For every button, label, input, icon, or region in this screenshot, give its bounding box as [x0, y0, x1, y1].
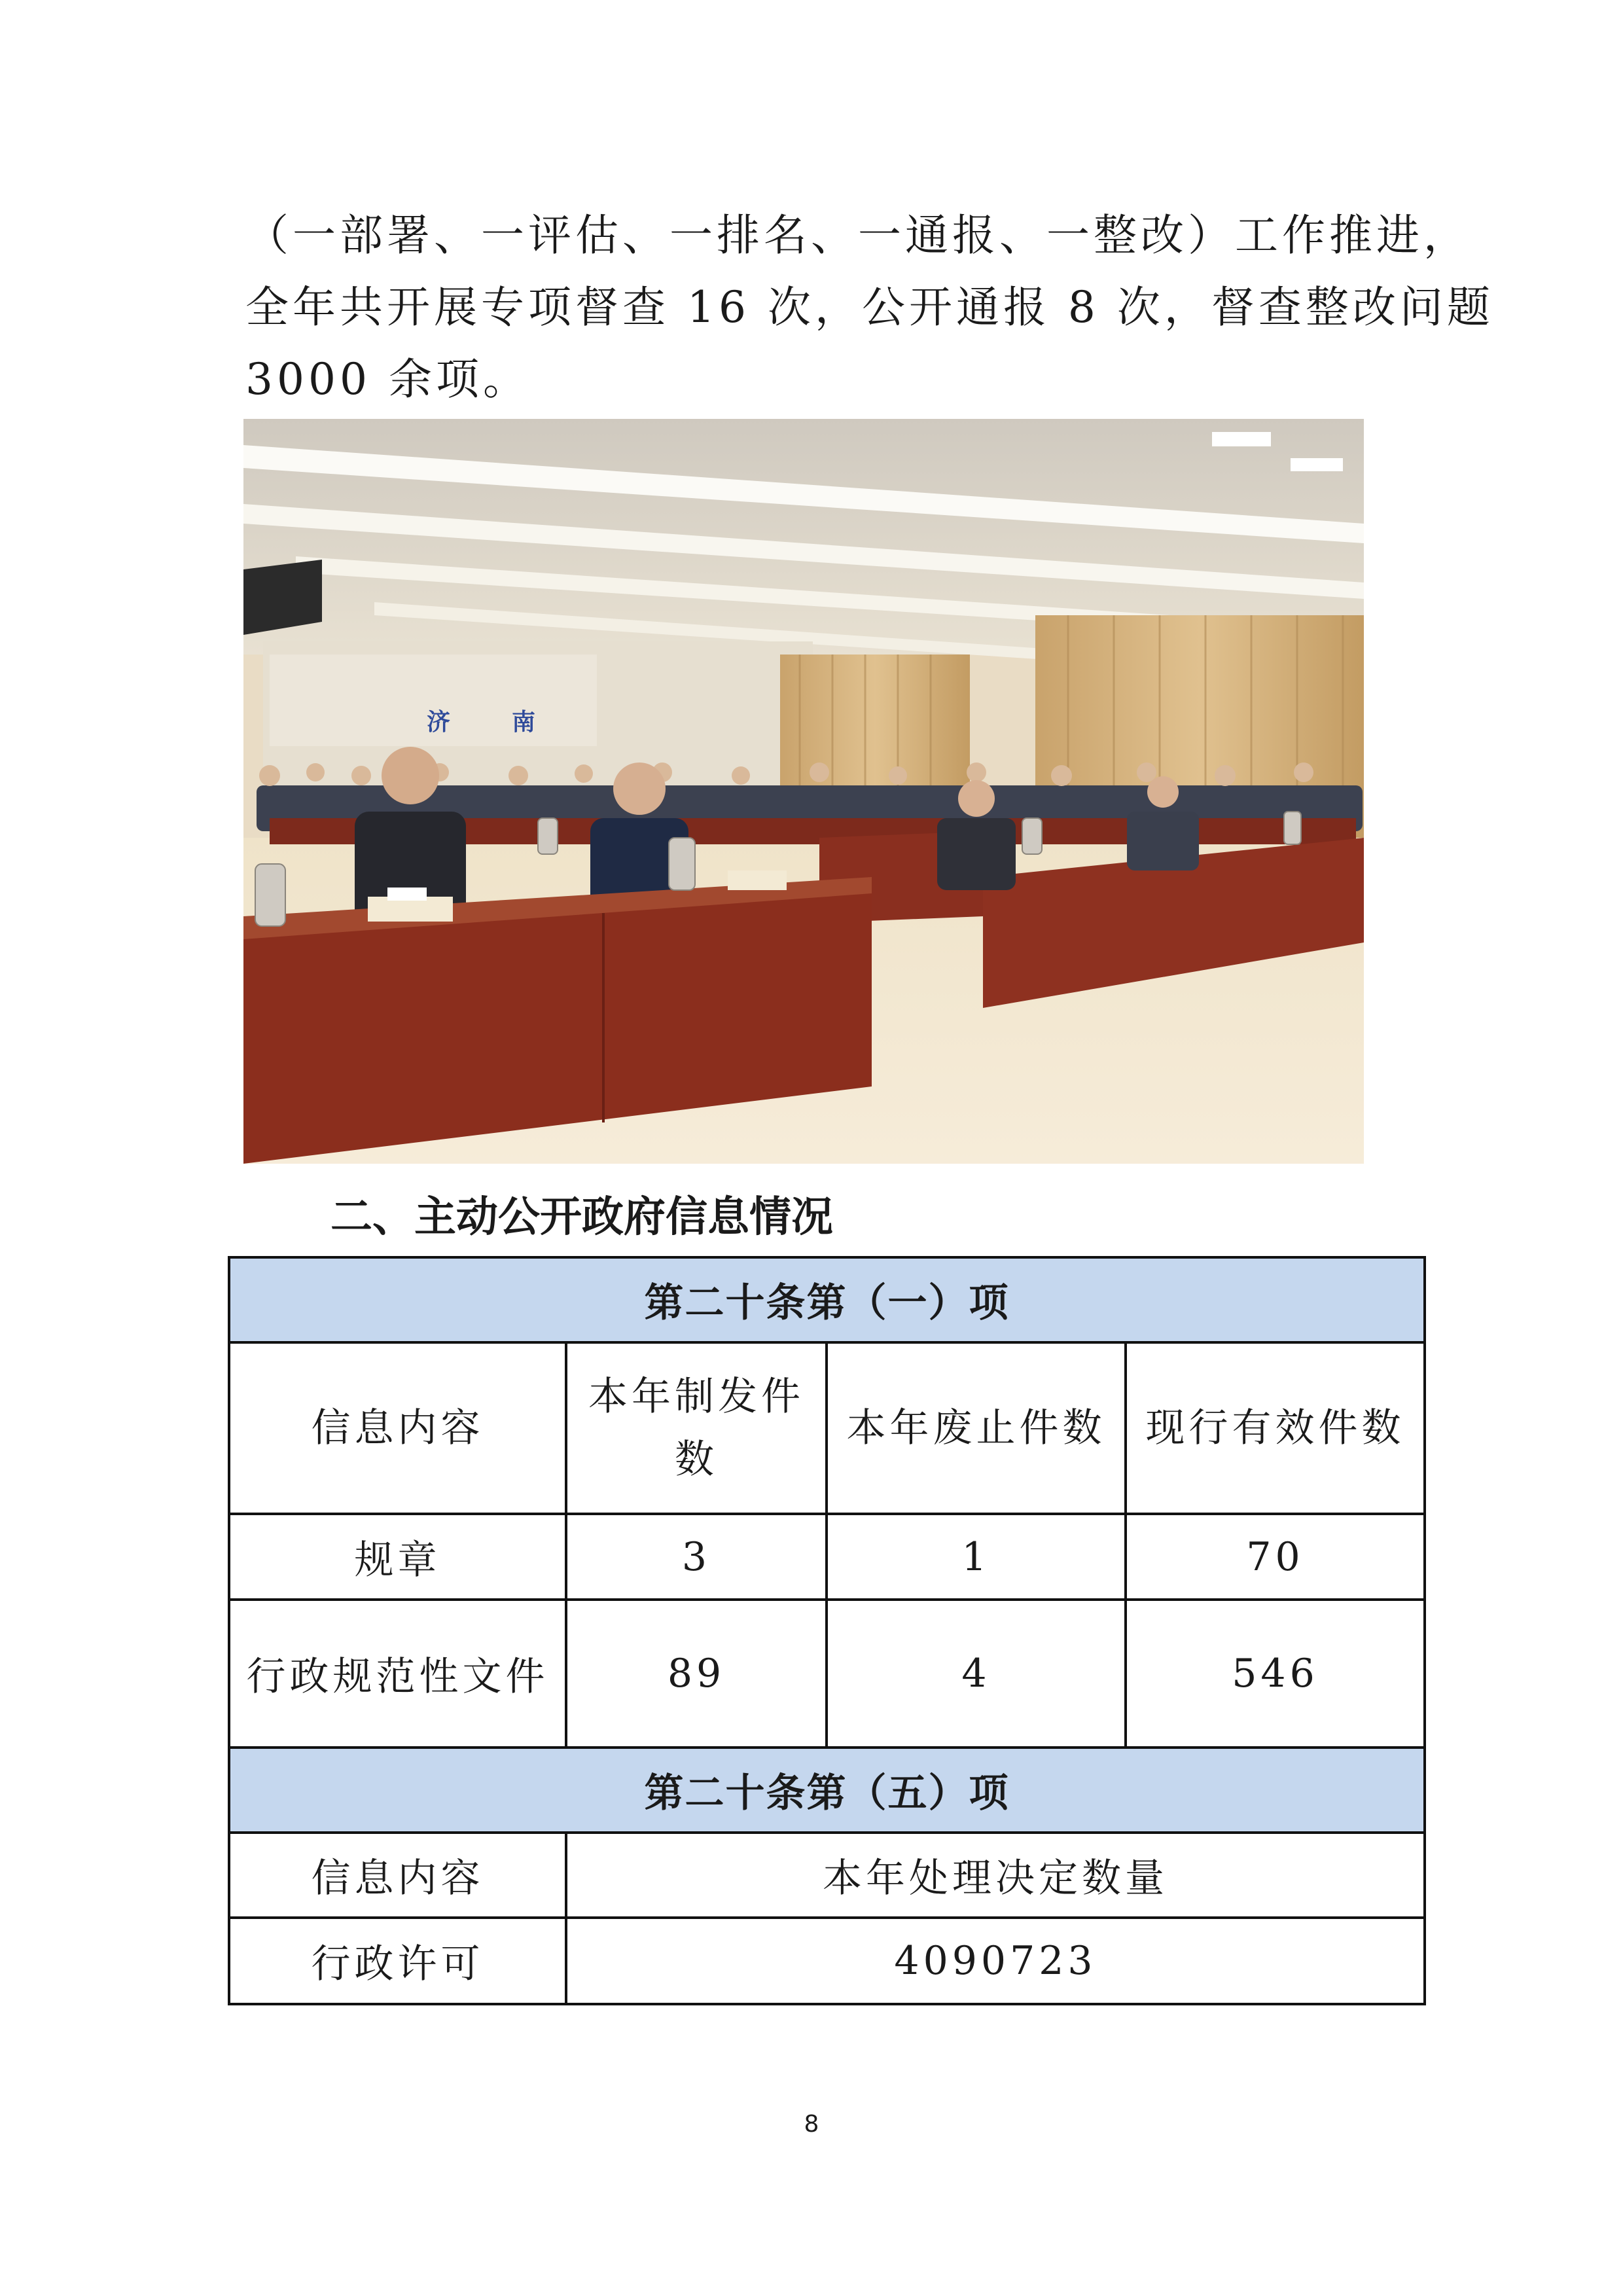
paragraph-line: 3000 余项。: [245, 354, 530, 404]
row-valid: 70: [1126, 1514, 1425, 1600]
row-valid: 546: [1126, 1600, 1425, 1748]
header-issued-line1: 本年制发件: [588, 1374, 804, 1420]
header-abolished: 本年废止件数: [827, 1342, 1126, 1514]
row-label: 行政规范性文件: [229, 1600, 566, 1748]
section-heading: 二、主动公开政府信息情况: [330, 1193, 833, 1242]
table-row: [229, 1514, 1425, 1600]
sign-char-left: 济: [427, 709, 451, 736]
row-label: 规章: [229, 1514, 566, 1600]
table-row: [229, 1600, 1425, 1748]
paragraph-line: 全年共开展专项督查 16 次，公开通报 8 次，督查整改问题: [245, 282, 1494, 332]
paragraph-line: （一部署、一评估、一排名、一通报、一整改）工作推进，: [245, 210, 1471, 260]
page-number: 8: [804, 2111, 819, 2138]
info-table: [228, 1256, 1426, 2005]
header-info-content: 信息内容: [229, 1342, 566, 1514]
header-issued: [566, 1342, 827, 1514]
section1-title: 第二十条第（一）项: [229, 1257, 1425, 1342]
row-abolished: 1: [827, 1514, 1126, 1600]
header-issued-line2: 数: [675, 1437, 718, 1482]
row-abolished: 4: [827, 1600, 1126, 1748]
table-row: [229, 1918, 1425, 2004]
section2-row-label: 行政许可: [229, 1918, 566, 2004]
body-paragraph: [245, 200, 1494, 416]
section2-title: 第二十条第（五）项: [229, 1748, 1425, 1833]
sign-char-right: 南: [512, 709, 536, 736]
row-issued: 89: [566, 1600, 827, 1748]
section2-header-decisions: 本年处理决定数量: [566, 1833, 1425, 1918]
section2-row-value: 4090723: [566, 1918, 1425, 2004]
meeting-photo: [243, 419, 1364, 1164]
header-valid: 现行有效件数: [1126, 1342, 1425, 1514]
section2-header-info: 信息内容: [229, 1833, 566, 1918]
row-issued: 3: [566, 1514, 827, 1600]
